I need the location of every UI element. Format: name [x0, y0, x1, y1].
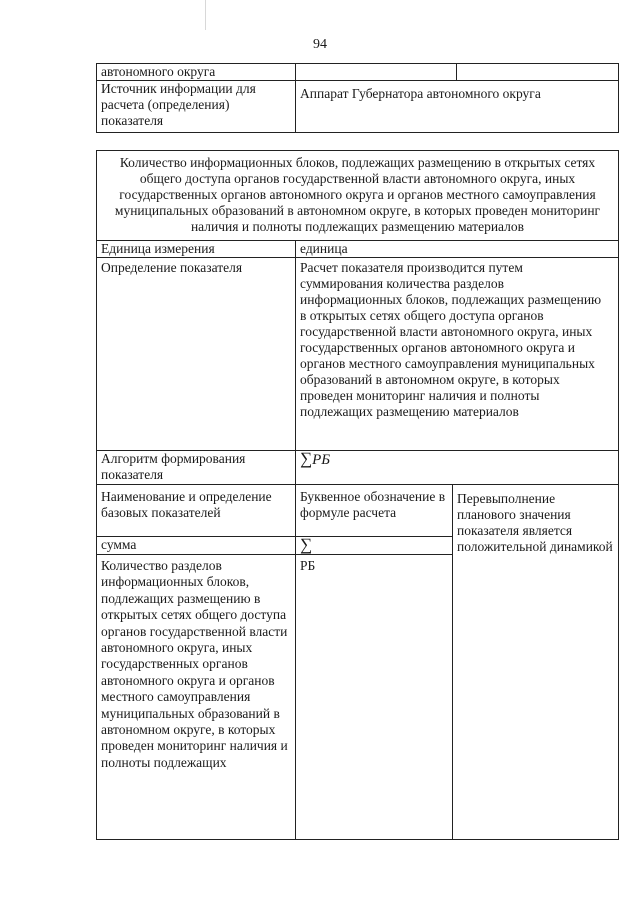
sum-symbol: ∑ [296, 537, 453, 555]
page-number: 94 [313, 37, 327, 52]
source-table [96, 63, 619, 133]
definition-value: Расчет показателя производится путем суммирования количества разделов информационных блоков, подлежащих размещению в открытых сетях общего доступа органов государственной власти автономного округа, иных государственных органов автономного округа и органов местного самоуправления муниципальных образований в автономном округе, в которых проведен мониторинг наличия и полноты подлежащих размещению материалов [296, 258, 619, 451]
unit-value: единица [296, 241, 619, 258]
algorithm-label: Алгоритм формирования показателя [97, 451, 296, 485]
base-label: Наименование и определение базовых показателей [97, 485, 296, 537]
algorithm-formula [296, 451, 619, 485]
sigma-symbol: ∑ [300, 449, 313, 468]
note-cell: Перевыполнение планового значения показателя является положительной динамикой [453, 485, 619, 840]
letter-label: Буквенное обозначение в формуле расчета [296, 485, 453, 537]
item-label: Количество разделов информационных блоков, подлежащих размещению в открытых сетях общего доступа органов государственной власти автономного округа, иных государственных органов автономного округа и органов местного самоуправления муниципальных образований в автономном округе, в которых проведен мониторинг наличия и полноты подлежащих [97, 555, 296, 840]
definition-label: Определение показателя [97, 258, 296, 451]
empty-cell [296, 64, 457, 81]
source-label: Источник информации для расчета (определения) показателя [97, 81, 296, 133]
empty-cell [457, 64, 619, 81]
paper-crease [205, 0, 206, 30]
indicator-title: Количество информационных блоков, подлежащих размещению в открытых сетях общего доступа органов государственной власти автономного округа, иных государственных органов автономного округа и органов местного самоуправления муниципальных образований в автономном округе, в которых проведен мониторинг наличия и полноты подлежащих размещению материалов [97, 151, 619, 241]
item-symbol: РБ [296, 555, 453, 840]
sum-label: сумма [97, 537, 296, 555]
row-label-okrug: автономного округа [97, 64, 296, 81]
formula-variable: РБ [312, 452, 331, 468]
indicator-table [96, 150, 619, 840]
source-value: Аппарат Губернатора автономного округа [296, 81, 619, 133]
unit-label: Единица измерения [97, 241, 296, 258]
